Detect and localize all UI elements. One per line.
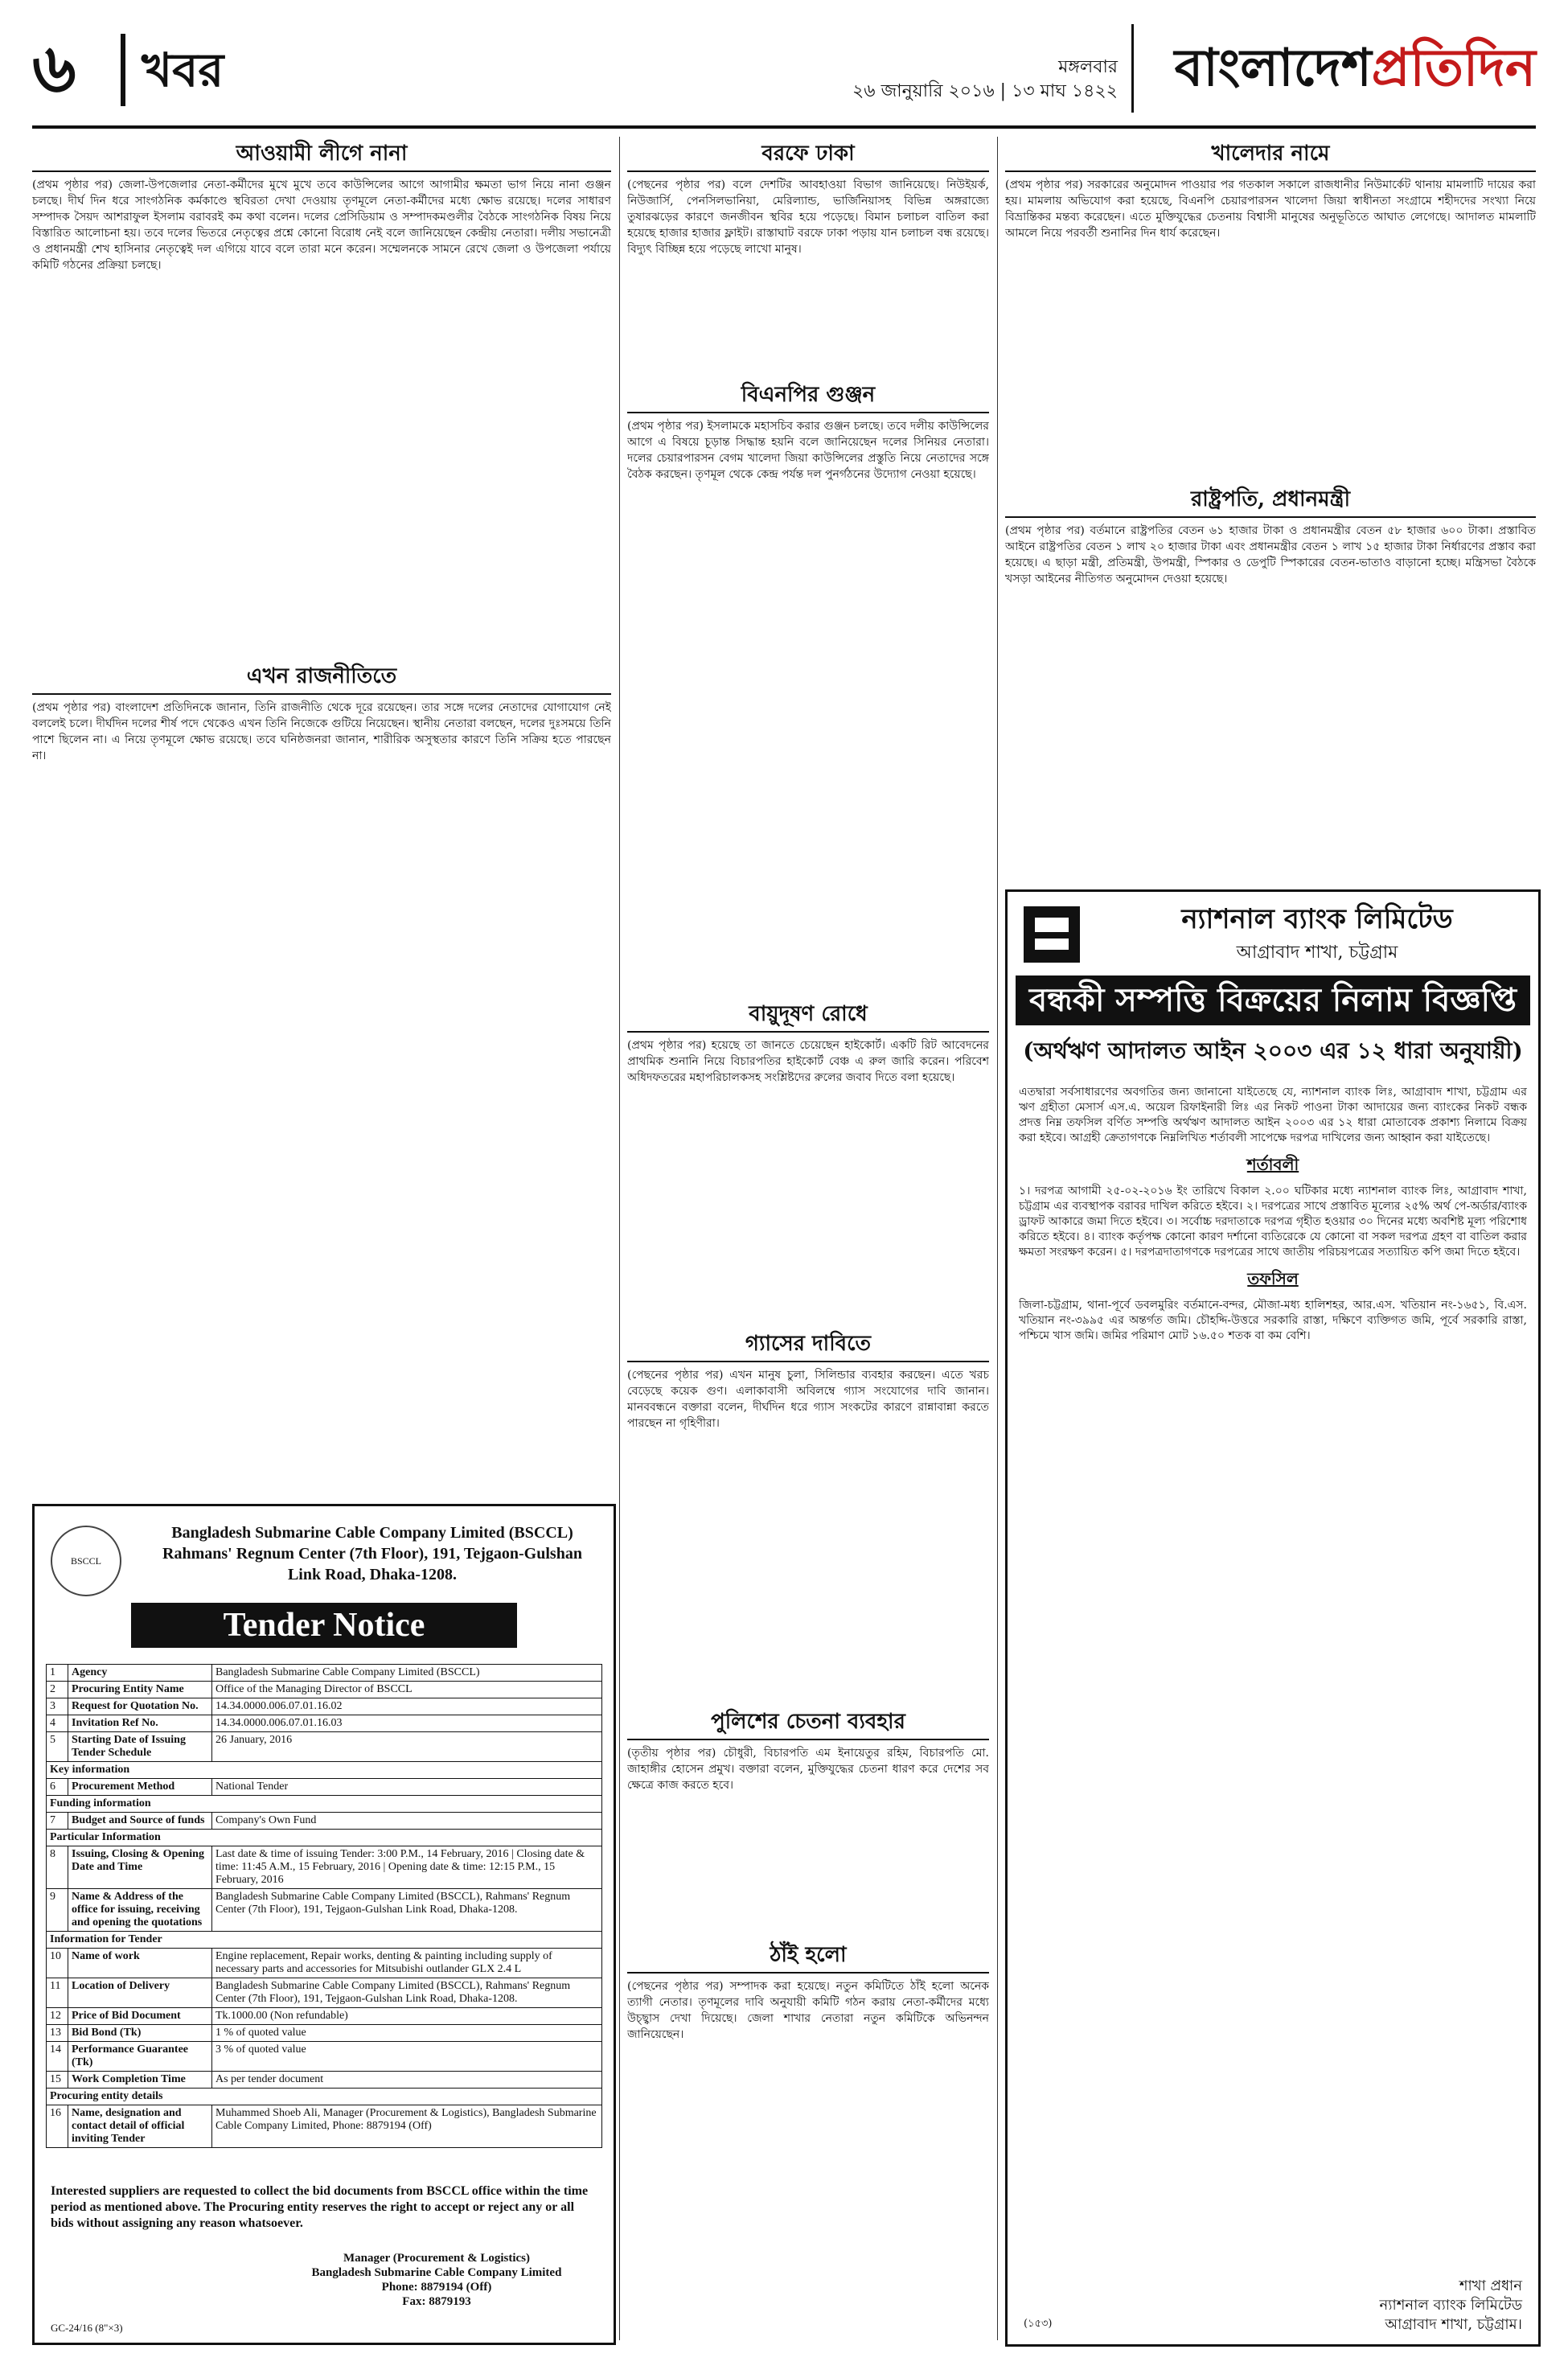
tender-cell-k: Name, designation and contact detail of official inviting Tender	[68, 2105, 212, 2148]
tender-cell-n: 6	[47, 1779, 68, 1796]
tender-row	[47, 2105, 602, 2148]
tender-cell-k: Invitation Ref No.	[68, 1715, 212, 1732]
masthead-rule	[32, 125, 1536, 129]
logo-word-bangladesh: বাংলাদেশ	[1174, 38, 1372, 98]
tender-cell-k: Name of work	[68, 1949, 212, 1978]
article-president-pm	[1005, 483, 1536, 877]
tender-cell-v: Bangladesh Submarine Cable Company Limited (BSCCL), Rahmans' Regnum Center (7th Floor), 191, Tejgaon-Gulshan Link Road, Dhaka-1208.	[212, 1889, 602, 1932]
tender-cell-n: 10	[47, 1949, 68, 1978]
article-khaleda	[1005, 137, 1536, 474]
tender-row	[47, 2089, 602, 2105]
tender-org	[147, 1522, 597, 1585]
tender-section-label: Procuring entity details	[47, 2089, 602, 2105]
tender-cell-n: 4	[47, 1715, 68, 1732]
tender-cell-v: Company's Own Fund	[212, 1813, 602, 1830]
article-body: (প্রথম পৃষ্ঠার পর) বর্তমানে রাষ্ট্রপতির বেতন ৬১ হাজার টাকা ও প্রধানমন্ত্রীর বেতন ৫৮ হাজার ৬০০ টাকা। প্রস্তাবিত আইনে রাষ্ট্রপতির বেতন ১ লাখ ২০ হাজার টাকা এবং প্রধানমন্ত্রীর বেতন ১ লাখ ১৫ হাজার টাকা নির্ধারণের প্রস্তাব করা হয়েছে। এ ছাড়া মন্ত্রী, প্রতিমন্ত্রী, উপমন্ত্রী, স্পিকার ও ডেপুটি স্পিকারের বেতন-ভাতাও বাড়ানো হচ্ছে। মন্ত্রিসভা বৈঠকে খসড়া আইনের নীতিগত অনুমোদন দেওয়া হয়েছে।	[1005, 524, 1536, 585]
article-police	[627, 1705, 989, 1930]
schedule-heading: তফসিল	[1247, 1269, 1299, 1288]
tender-signature	[308, 2251, 565, 2309]
tender-notice	[32, 1504, 616, 2345]
auction-signature	[1380, 2277, 1522, 2335]
tender-cell-n: 14	[47, 2042, 68, 2072]
tender-cell-v: 1 % of quoted value	[212, 2025, 602, 2042]
auction-schedule: জিলা-চট্টগ্রাম, থানা-পূর্বে ডবলমুরিং বর্তমানে-বন্দর, মৌজা-মধ্য হালিশহর, আর.এস. খতিয়ান নং-১৬৫১, বি.এস. খতিয়ান নং-৩৯৯৫ এর অন্তর্গত জমি। চৌহদ্দি-উত্তরে সরকারি রাস্তা, দক্ষিণে ব্যক্তিগত জমি, পূর্বে সরকারি রাস্তা, পশ্চিমে খাস জমি। জমির পরিমাণ মোট ১৬.৫০ শতক বা কম বেশি।	[1019, 1299, 1527, 1342]
issue-date: ২৬ জানুয়ারি ২০১৬ | ১৩ মাঘ ১৪২২	[852, 81, 1118, 101]
tender-cell-k: Procurement Method	[68, 1779, 212, 1796]
tender-note: Interested suppliers are requested to collect the bid documents from BSCCL office within the time period as mentioned above. The Procuring entity reserves the right to accept or reject any or all bids without assigning any reason whatsoever.	[51, 2184, 589, 2230]
tender-cell-v: National Tender	[212, 1779, 602, 1796]
article-body: (প্রথম পৃষ্ঠার পর) হয়েছে তা জানতে চেয়েছেন হাইকোর্ট। একটি রিট আবেদনের প্রাথমিক শুনানি নিয়ে বিচারপতির হাইকোর্ট বেঞ্চ এ রুল জারি করেন। পরিবেশ অধিদফতরের মহাপরিচালকসহ সংশ্লিষ্টদের রুলের জবাব দিতে বলা হয়েছে।	[627, 1039, 989, 1084]
article-bnp	[627, 378, 989, 989]
tender-cell-n: 8	[47, 1846, 68, 1889]
article-body: (তৃতীয় পৃষ্ঠার পর) চৌধুরী, বিচারপতি এম ইনায়েতুর রহিম, বিচারপতি মো. জাহাঙ্গীর হোসেন প্রমুখ। বক্তারা বলেন, মুক্তিযুদ্ধের চেতনা ধারণ করে দেশের সব ক্ষেত্রে কাজ করতে হবে।	[627, 1747, 989, 1792]
tender-cell-n: 15	[47, 2072, 68, 2089]
tender-cell-k: Location of Delivery	[68, 1978, 212, 2008]
bank-name: ন্যাশনাল ব্যাংক লিমিটেড	[1181, 903, 1453, 935]
tender-table	[46, 1664, 602, 2148]
newspaper-logo	[1131, 24, 1536, 113]
article-now-politics	[32, 659, 611, 1488]
tender-cell-v: 3 % of quoted value	[212, 2042, 602, 2072]
tender-cell-n: 11	[47, 1978, 68, 2008]
tender-cell-v: Tk.1000.00 (Non refundable)	[212, 2008, 602, 2025]
auction-title: বন্ধকী সম্পত্তি বিক্রয়ের নিলাম বিজ্ঞপ্তি	[1016, 975, 1530, 1025]
sign-line: ন্যাশনাল ব্যাংক লিমিটেড	[1379, 2297, 1522, 2314]
tender-cell-k: Work Completion Time	[68, 2072, 212, 2089]
tender-cell-k: Price of Bid Document	[68, 2008, 212, 2025]
article-awami-league	[32, 137, 611, 651]
org-name: Bangladesh Submarine Cable Company Limited (BSCCL)	[171, 1524, 573, 1542]
tender-row	[47, 1796, 602, 1813]
tender-cell-v: Last date & time of issuing Tender: 3:00 P.M., 14 February, 2016 | Closing date & time: 11:45 A.M., 15 February, 2016 | Opening date & time: 12:15 P.M., 15 February, 2016	[212, 1846, 602, 1889]
article-headline: খালেদার নামে	[1005, 140, 1536, 172]
tender-row	[47, 1978, 602, 2008]
bsccl-logo: BSCCL	[51, 1526, 121, 1596]
article-headline: এখন রাজনীতিতে	[32, 663, 611, 695]
tender-row	[47, 1949, 602, 1978]
auction-body	[1019, 1074, 1527, 2288]
tender-section-label: Key information	[47, 1762, 602, 1779]
tender-cell-v: Bangladesh Submarine Cable Company Limited (BSCCL)	[212, 1665, 602, 1682]
tender-row	[47, 2025, 602, 2042]
tender-cell-k: Budget and Source of funds	[68, 1813, 212, 1830]
bank-branch: আগ্রাবাদ শাখা, চট্টগ্রাম	[1236, 943, 1398, 963]
tender-cell-n: 1	[47, 1665, 68, 1682]
tender-cell-n: 2	[47, 1682, 68, 1698]
tender-cell-k: Starting Date of Issuing Tender Schedule	[68, 1732, 212, 1762]
article-headline: ঠাঁই হলো	[627, 1941, 989, 1974]
tender-section-label: Particular Information	[47, 1830, 602, 1846]
tender-cell-v: 14.34.0000.006.07.01.16.02	[212, 1698, 602, 1715]
column-divider	[619, 137, 620, 2340]
article-headline: রাষ্ট্রপতি, প্রধানমন্ত্রী	[1005, 486, 1536, 518]
sign-line: Manager (Procurement & Logistics)	[343, 2252, 531, 2265]
issue-day: মঙ্গলবার	[1058, 57, 1118, 77]
article-headline: বায়ুদূষণ রোধে	[627, 1000, 989, 1033]
article-body: (প্রথম পৃষ্ঠার পর) বাংলাদেশ প্রতিদিনকে জানান, তিনি রাজনীতি থেকে দূরে রয়েছেন। তার সঙ্গে দলের নেতাদের যোগাযোগ নেই বললেই চলে। দীর্ঘদিন দলের শীর্ষ পদে থেকেও এখন তিনি নিজেকে গুটিয়ে নিয়েছেন। স্থানীয় নেতারা বলছেন, দলের দুঃসময়ে তিনি পাশে ছিলেন না। এ নিয়ে তৃণমূলে ক্ষোভ রয়েছে। তবে ঘনিষ্ঠজনরা জানান, শারীরিক অসুস্থতার কারণে তিনি সক্রিয় হতে পারছেন না।	[32, 701, 611, 762]
tender-row	[47, 1698, 602, 1715]
article-headline: বরফে ঢাকা	[627, 140, 989, 172]
tender-row	[47, 2042, 602, 2072]
sign-line: শাখা প্রধান	[1459, 2277, 1522, 2294]
tender-cell-n: 12	[47, 2008, 68, 2025]
article-body: (প্রথম পৃষ্ঠার পর) জেলা-উপজেলার নেতা-কর্মীদের মুখে মুখে তবে কাউন্সিলের আগে আগামীর ক্ষমতা ভাগ নিয়ে নানা গুঞ্জন চলছে। দীর্ঘ দিন ধরে সাংগঠনিক কর্মকাণ্ডে স্থবিরতা দেখা দেওয়ায় তৃণমূলে নেতা-কর্মীদের মধ্যে ক্ষোভ রয়েছে। দলের সাধারণ সম্পাদক সৈয়দ আশরাফুল ইসলাম বরাবরই কম কথা বলেন। দলের প্রেসিডিয়াম ও সম্পাদকমণ্ডলীর বৈঠকে সাংগঠনিক বিষয় নিয়ে বিস্তারিত আলোচনা হয়। তবে দলের ভিতরে নেতৃত্বের প্রশ্নে কোনো বিরোধ নেই বলে জানিয়েছেন কেন্দ্রীয় নেতারা। দলীয় সভানেত্রী ও প্রধানমন্ত্রী শেখ হাসিনার নেতৃত্বেই দল এগিয়ে যাবে বলে তারা মনে করেন। সম্মেলনকে সামনে রেখে জেলা ও উপজেলা পর্যায়ে কমিটি গঠনের প্রক্রিয়া চলছে।	[32, 179, 611, 272]
masthead	[32, 24, 1536, 121]
tender-row	[47, 2008, 602, 2025]
tender-row	[47, 1682, 602, 1698]
tender-title: Tender Notice	[131, 1603, 517, 1648]
tender-cell-v: 26 January, 2016	[212, 1732, 602, 1762]
tender-cell-n: 13	[47, 2025, 68, 2042]
tender-cell-v: Office of the Managing Director of BSCCL	[212, 1682, 602, 1698]
article-gas	[627, 1327, 989, 1697]
bank-logo-icon	[1024, 906, 1080, 963]
auction-notice	[1005, 889, 1541, 2347]
tender-cell-v: As per tender document	[212, 2072, 602, 2089]
article-air-pollution	[627, 997, 989, 1319]
sign-line: আগ্রাবাদ শাখা, চট্টগ্রাম।	[1385, 2316, 1522, 2333]
tender-row	[47, 1715, 602, 1732]
tender-cell-v: Bangladesh Submarine Cable Company Limited (BSCCL), Rahmans' Regnum Center (7th Floor), 191, Tejgaon-Gulshan Link Road, Dhaka-1208.	[212, 1978, 602, 2008]
article-headline: বিএনপির গুঞ্জন	[627, 381, 989, 413]
article-place	[627, 1938, 989, 2340]
article-body: (প্রথম পৃষ্ঠার পর) ইসলামকে মহাসচিব করার গুঞ্জন চলছে। তবে দলীয় কাউন্সিলের আগে এ বিষয়ে চূড়ান্ত সিদ্ধান্ত হয়নি বলে জানিয়েছেন দলের সিনিয়র নেতারা। দলের চেয়ারপারসন বেগম খালেদা জিয়া কাউন্সিলের প্রস্তুতি নিয়ে নেতাদের সঙ্গে বৈঠক করছেন। তৃণমূল থেকে কেন্দ্র পর্যন্ত দল পুনর্গঠনের উদ্যোগ নেওয়া হয়েছে।	[627, 420, 989, 481]
tender-cell-n: 5	[47, 1732, 68, 1762]
ad-code: GC-24/16 (8"×3)	[51, 2322, 123, 2334]
tender-cell-n: 9	[47, 1889, 68, 1932]
article-snow	[627, 137, 989, 370]
sign-line: Fax: 8879193	[402, 2295, 471, 2308]
section-name: খবর	[121, 34, 224, 106]
auction-terms: ১। দরপত্র আগামী ২৫-০২-২০১৬ ইং তারিখে বিকাল ২.০০ ঘটিকার মধ্যে ন্যাশনাল ব্যাংক লিঃ, আগ্রাবাদ শাখা, চট্টগ্রাম এর ব্যবস্থাপক বরাবর দাখিল করিতে হইবে। ২। দরপত্রের সাথে প্রস্তাবিত মূল্যের ২৫% অর্থ পে-অর্ডার/ব্যাংক ড্রাফট আকারে জমা দিতে হইবে। ৩। সর্বোচ্চ দরদাতাকে দরপত্র গৃহীত হওয়ার ৩০ দিনের মধ্যে অবশিষ্ট মূল্য পরিশোধ করিতে হইবে। ৪। ব্যাংক কর্তৃপক্ষ কোনো কারণ দর্শানো ব্যতিরেকে যে কোনো বা সকল দরপত্র গ্রহণ বা বাতিল করার ক্ষমতা সংরক্ষণ করেন। ৫। দরপত্রদাতাগণকে দরপত্রের সাথে জাতীয় পরিচয়পত্রের সত্যায়িত কপি জমা দিতে হইবে।	[1019, 1185, 1527, 1259]
tender-cell-v: 14.34.0000.006.07.01.16.03	[212, 1715, 602, 1732]
tender-cell-k: Bid Bond (Tk)	[68, 2025, 212, 2042]
tender-row	[47, 1732, 602, 1762]
sign-line: Phone: 8879194 (Off)	[381, 2281, 492, 2294]
auction-intro: এতদ্বারা সর্বসাধারণের অবগতির জন্য জানানো যাইতেছে যে, ন্যাশনাল ব্যাংক লিঃ, আগ্রাবাদ শাখা, চট্টগ্রাম এর ঋণ গ্রহীতা মেসার্স এস.এ. অয়েল রিফাইনারী লিঃ এর নিকট পাওনা টাকা আদায়ের জন্য ব্যাংকের নিকট বন্ধক প্রদত্ত নিম্ন তফসিল বর্ণিত সম্পত্তি অর্থঋণ আদালত আইন ২০০৩ এর ১২ ধারা মোতাবেক প্রকাশ্য নিলামে বিক্রয় করা হইবে। আগ্রহী ক্রেতাগণকে নিম্নলিখিত শর্তাবলী সাপেক্ষে দরপত্র দাখিলের জন্য আহ্বান করা যাইতেছে।	[1019, 1086, 1527, 1144]
column-divider	[997, 137, 998, 2340]
article-body: (প্রথম পৃষ্ঠার পর) সরকারের অনুমোদন পাওয়ার পর গতকাল সকালে রাজধানীর নিউমার্কেট থানায় মামলাটি দায়ের করা হয়। মামলায় অভিযোগ করা হয়েছে, বিএনপি চেয়ারপারসন খালেদা জিয়া স্বাধীনতা সংগ্রামে শহীদদের সংখ্যা নিয়ে বিভ্রান্তিকর মন্তব্য করেছেন। এতে মুক্তিযুদ্ধের চেতনায় বিশ্বাসী মানুষের অনুভূতিতে আঘাত লেগেছে। আদালত মামলাটি আমলে নিয়ে পরবর্তী শুনানির দিন ধার্য করেছেন।	[1005, 179, 1536, 240]
tender-cell-k: Procuring Entity Name	[68, 1682, 212, 1698]
tender-row	[47, 1889, 602, 1932]
tender-cell-v: Muhammed Shoeb Ali, Manager (Procurement & Logistics), Bangladesh Submarine Cable Company Limited, Phone: 8879194 (Off)	[212, 2105, 602, 2148]
tender-row	[47, 1932, 602, 1949]
tender-row	[47, 1762, 602, 1779]
tender-row	[47, 1779, 602, 1796]
article-headline: গ্যাসের দাবিতে	[627, 1330, 989, 1362]
article-headline: আওয়ামী লীগে নানা	[32, 140, 611, 172]
tender-cell-n: 3	[47, 1698, 68, 1715]
org-address: Rahmans' Regnum Center (7th Floor), 191, Tejgaon-Gulshan Link Road, Dhaka-1208.	[162, 1545, 582, 1583]
article-headline: পুলিশের চেতনা ব্যবহার	[627, 1708, 989, 1740]
tender-row	[47, 2072, 602, 2089]
tender-row	[47, 1665, 602, 1682]
tender-cell-n: 16	[47, 2105, 68, 2148]
article-body: (পেছনের পৃষ্ঠার পর) এখন মানুষ চুলা, সিলিন্ডার ব্যবহার করছেন। এতে খরচ বেড়েছে কয়েক গুণ। এলাকাবাসী অবিলম্বে গ্যাস সংযোগের দাবি জানান। মানববন্ধনে বক্তারা বলেন, দীর্ঘদিন ধরে গ্যাস সংকটের কারণে রান্নাবান্না করতে পারছেন না গৃহিণীরা।	[627, 1369, 989, 1430]
page-number: ৬	[32, 28, 76, 108]
tender-cell-n: 7	[47, 1813, 68, 1830]
tender-cell-k: Performance Guarantee (Tk)	[68, 2042, 212, 2072]
tender-row	[47, 1830, 602, 1846]
article-body: (পেছনের পৃষ্ঠার পর) বলে দেশটির আবহাওয়া বিভাগ জানিয়েছে। নিউইয়র্ক, নিউজার্সি, পেনসিলভানিয়া, মেরিল্যান্ড, ভার্জিনিয়াসহ বিভিন্ন অঙ্গরাজ্যে তুষারঝড়ের কারণে জনজীবন স্থবির হয়ে পড়েছে। বিমান চলাচল বাতিল করা হয়েছে হাজার হাজার ফ্লাইট। রাস্তাঘাট বরফে ঢাকা পড়ায় যান চলাচল বন্ধ রয়েছে। বিদ্যুৎ বিচ্ছিন্ন হয়ে পড়েছে লাখো মানুষ।	[627, 179, 989, 256]
tender-cell-k: Issuing, Closing & Opening Date and Time	[68, 1846, 212, 1889]
tender-row	[47, 1813, 602, 1830]
tender-row	[47, 1846, 602, 1889]
ad-code: (১৫৩)	[1024, 2318, 1053, 2330]
tender-cell-v: Engine replacement, Repair works, denting & painting including supply of necessary parts and accessories for Mitsubishi outlander GLX 2.4 L	[212, 1949, 602, 1978]
sign-line: Bangladesh Submarine Cable Company Limited	[311, 2266, 562, 2279]
tender-cell-k: Request for Quotation No.	[68, 1698, 212, 1715]
auction-subtitle: (অর্থঋণ আদালত আইন ২০০৩ এর ১২ ধারা অনুযায়ী)	[1023, 1037, 1523, 1064]
logo-word-protidin: প্রতিদিন	[1371, 38, 1536, 98]
tender-section-label: Funding information	[47, 1796, 602, 1813]
tender-cell-k: Agency	[68, 1665, 212, 1682]
tender-section-label: Information for Tender	[47, 1932, 602, 1949]
terms-heading: শর্তাবলী	[1246, 1155, 1299, 1174]
tender-cell-k: Name & Address of the office for issuing, receiving and opening the quotations	[68, 1889, 212, 1932]
article-body: (পেছনের পৃষ্ঠার পর) সম্পাদক করা হয়েছে। নতুন কমিটিতে ঠাঁই হলো অনেক ত্যাগী নেতার। তৃণমূলের দাবি অনুযায়ী কমিটি গঠন করায় নেতা-কর্মীদের মধ্যে উচ্ছ্বাস দেখা দিয়েছে। জেলা শাখার নেতারা নতুন কমিটিকে অভিনন্দন জানিয়েছেন।	[627, 1980, 989, 2041]
